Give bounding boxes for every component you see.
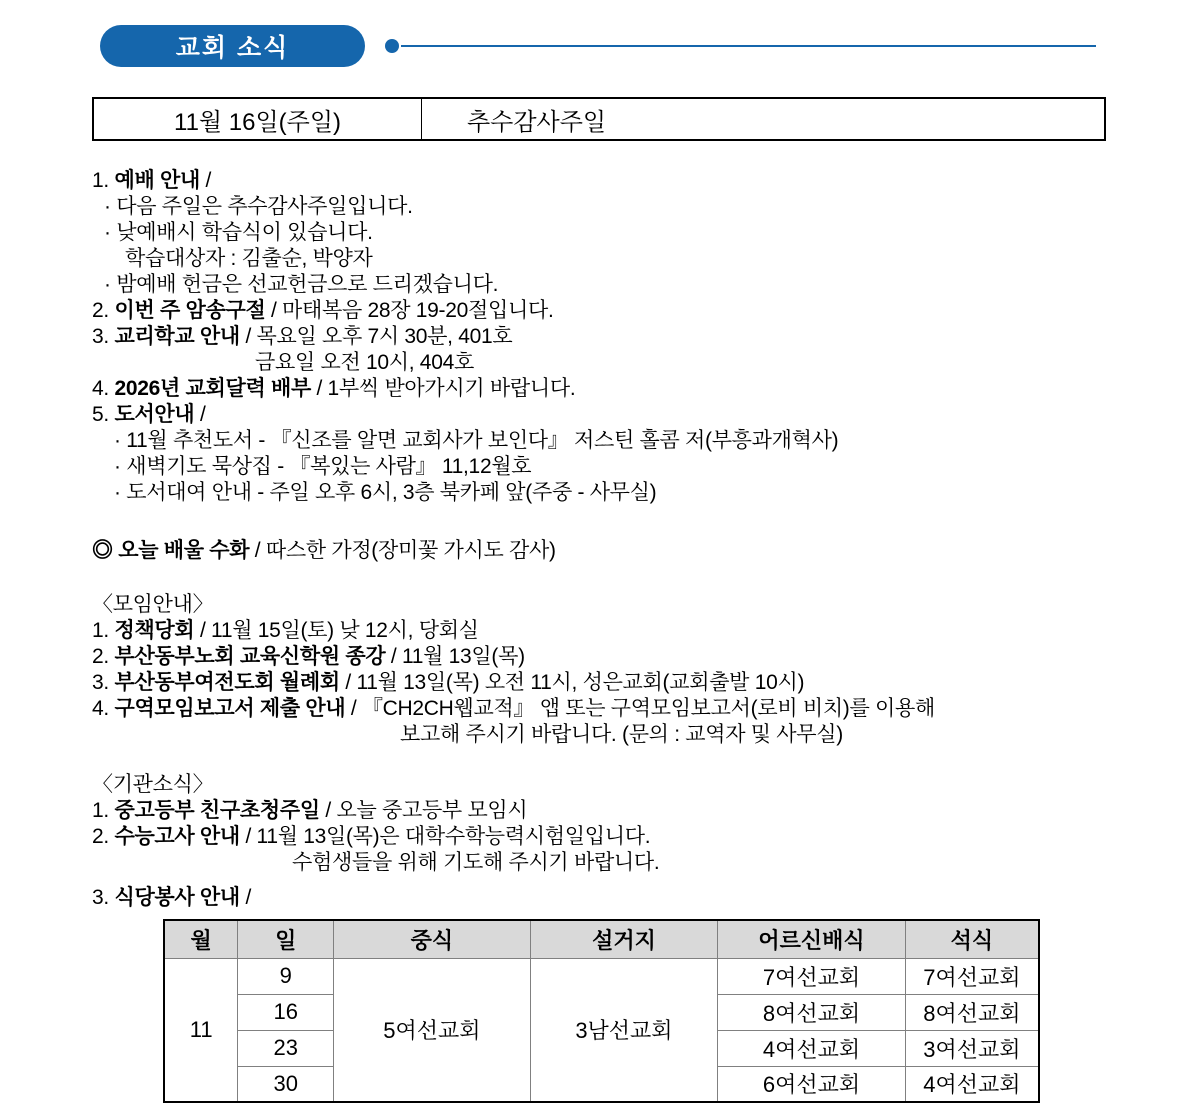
- line-title-text: 도서안내: [114, 403, 195, 426]
- line-text: 5.: [92, 403, 115, 426]
- line-text: / 따스한 가정(장미꽃 가시도 감사): [249, 539, 556, 562]
- meal-service-header-cell: 월: [164, 920, 238, 958]
- doctrine-class-item: [92, 324, 935, 350]
- church-news-badge: [100, 25, 365, 67]
- line-text: / 1부씩 받아가시기 바랍니다.: [310, 377, 576, 400]
- line-text: / 마태복음 28장 19-20절입니다.: [265, 299, 554, 322]
- meal-service-header-cell: 어르신배식: [718, 920, 906, 958]
- line-text: 〈모임안내〉: [92, 593, 214, 616]
- line-text: 3.: [92, 325, 115, 348]
- dinner-cell: 8여선교회: [905, 994, 1039, 1030]
- sunday-title-cell: 추수감사주일: [467, 108, 607, 136]
- line-text: / 11월 13일(목)은 대학수학능력시험일입니다.: [239, 825, 651, 848]
- meetings-heading: [92, 592, 935, 618]
- line-text: 학습대상자 : 김출순, 박양자: [125, 247, 373, 270]
- meeting-item: [92, 618, 935, 644]
- line-text: /: [199, 169, 212, 192]
- worship-sub-bullet: [104, 272, 935, 298]
- line-text: / 목요일 오후 7시 30분, 401호: [239, 325, 513, 348]
- line-text: · 다음 주일은 추수감사주일입니다.: [104, 195, 413, 218]
- books-item: [92, 402, 935, 428]
- line-title-text: 정책당회: [114, 619, 195, 642]
- books-sub-bullet: [114, 428, 935, 454]
- header-dot-icon: [385, 39, 399, 53]
- line-text: / 『CH2CH웹교적』 앱 또는 구역모임보고서(로비 비치)를 이용해: [345, 697, 935, 720]
- day-cell: 23: [238, 1030, 334, 1066]
- church-news-badge-label: 교회 소식: [175, 34, 290, 62]
- meal-service-header-cell: 중식: [334, 920, 531, 958]
- worship-sub-bullet: [104, 220, 935, 246]
- header-divider-line: [401, 45, 1096, 47]
- memory-verse-item: [92, 298, 935, 324]
- dinner-cell: 3여선교회: [905, 1030, 1039, 1066]
- line-title-text: 부산동부노회 교육신학원 종강: [114, 645, 386, 668]
- dinner-cell: 4여선교회: [905, 1066, 1039, 1102]
- books-sub-bullet: [114, 480, 935, 506]
- meeting-item: [92, 670, 935, 696]
- line-title-text: 부산동부여전도회 월례회: [114, 671, 340, 694]
- line-text: / 오늘 중고등부 모임시: [319, 799, 528, 822]
- line-text: 2.: [92, 299, 115, 322]
- meeting-item-continuation: [400, 722, 935, 748]
- line-text: 1.: [92, 619, 115, 642]
- day-cell: 30: [238, 1066, 334, 1102]
- line-text: 금요일 오전 10시, 404호: [255, 351, 474, 374]
- line-title-text: 교리학교 안내: [114, 325, 240, 348]
- meal-service-header-cell: 일: [238, 920, 334, 958]
- line-text: /: [194, 403, 206, 426]
- line-title-text: 식당봉사 안내: [114, 886, 240, 909]
- line-text: · 새벽기도 묵상집 - 『복있는 사람』 11,12월호: [114, 455, 532, 478]
- header-row: [0, 25, 1202, 67]
- line-text: 수험생들을 위해 기도해 주시기 바랍니다.: [292, 851, 660, 874]
- line-text: 보고해 주시기 바랍니다. (문의 : 교역자 및 사무실): [400, 723, 843, 746]
- elder-serving-cell: 8여선교회: [718, 994, 906, 1030]
- worship-sub-continuation: [125, 246, 935, 272]
- date-cell: 11월 16일(주일): [94, 99, 422, 139]
- dishwashing-cell: 3남선교회: [530, 958, 718, 1102]
- line-text: 2.: [92, 645, 115, 668]
- date-banner-table: [92, 97, 1106, 141]
- org-news-heading: [92, 772, 935, 798]
- line-title-text: ◎ 오늘 배울 수화: [92, 539, 250, 562]
- dinner-cell: 7여선교회: [905, 958, 1039, 994]
- line-title-text: 이번 주 암송구절: [114, 299, 266, 322]
- line-text: 4.: [92, 377, 115, 400]
- org-item: [92, 798, 935, 824]
- meal-service-header-cell: 설거지: [530, 920, 718, 958]
- meal-service-body: [164, 958, 1039, 1102]
- line-text: · 낮예배시 학습식이 있습니다.: [104, 221, 373, 244]
- line-text: /: [239, 886, 251, 909]
- day-cell: 16: [238, 994, 334, 1030]
- line-title-text: 예배 안내: [114, 169, 200, 192]
- line-title-text: 2026년 교회달력 배부: [114, 377, 311, 400]
- org-item: [92, 885, 935, 911]
- line-text: · 11월 추천도서 - 『신조를 알면 교회사가 보인다』 저스틴 홀콤 저(부흥과개혁사): [114, 429, 839, 452]
- line-text: 1.: [92, 799, 115, 822]
- worship-sub-bullet: [104, 194, 935, 220]
- meeting-item: [92, 696, 935, 722]
- sign-language-note: [92, 538, 935, 564]
- meal-service-row: [164, 958, 1039, 994]
- meal-service-header: [164, 920, 1039, 958]
- org-item-continuation: [292, 850, 935, 876]
- elder-serving-cell: 6여선교회: [718, 1066, 906, 1102]
- lunch-cell: 5여선교회: [334, 958, 531, 1102]
- line-title-text: 구역모임보고서 제출 안내: [114, 697, 346, 720]
- line-text: 4.: [92, 697, 115, 720]
- line-text: / 11월 13일(목) 오전 11시, 성은교회(교회출발 10시): [339, 671, 805, 694]
- elder-serving-cell: 4여선교회: [718, 1030, 906, 1066]
- line-text: · 도서대여 안내 - 주일 오후 6시, 3층 북카페 앞(주중 - 사무실): [114, 481, 657, 504]
- line-title-text: 수능고사 안내: [114, 825, 240, 848]
- worship-item: [92, 168, 935, 194]
- meeting-item: [92, 644, 935, 670]
- line-text: / 11월 13일(목): [385, 645, 525, 668]
- books-sub-bullet: [114, 454, 935, 480]
- month-cell: 11: [164, 958, 238, 1102]
- line-text: / 11월 15일(토) 낮 12시, 당회실: [194, 619, 479, 642]
- meal-service-table: [163, 919, 1040, 1103]
- line-text: 1.: [92, 169, 115, 192]
- meal-service-header-row: [164, 920, 1039, 958]
- meal-service-header-cell: 석식: [905, 920, 1039, 958]
- line-text: 3.: [92, 671, 115, 694]
- line-title-text: 중고등부 친구초청주일: [114, 799, 320, 822]
- line-text: 〈기관소식〉: [92, 773, 214, 796]
- doctrine-class-continuation: [255, 350, 935, 376]
- line-text: 3.: [92, 886, 115, 909]
- elder-serving-cell: 7여선교회: [718, 958, 906, 994]
- day-cell: 9: [238, 958, 334, 994]
- line-text: 2.: [92, 825, 115, 848]
- calendar-item: [92, 376, 935, 402]
- org-item: [92, 824, 935, 850]
- line-text: · 밤예배 헌금은 선교헌금으로 드리겠습니다.: [104, 273, 499, 296]
- body-content: [92, 168, 935, 911]
